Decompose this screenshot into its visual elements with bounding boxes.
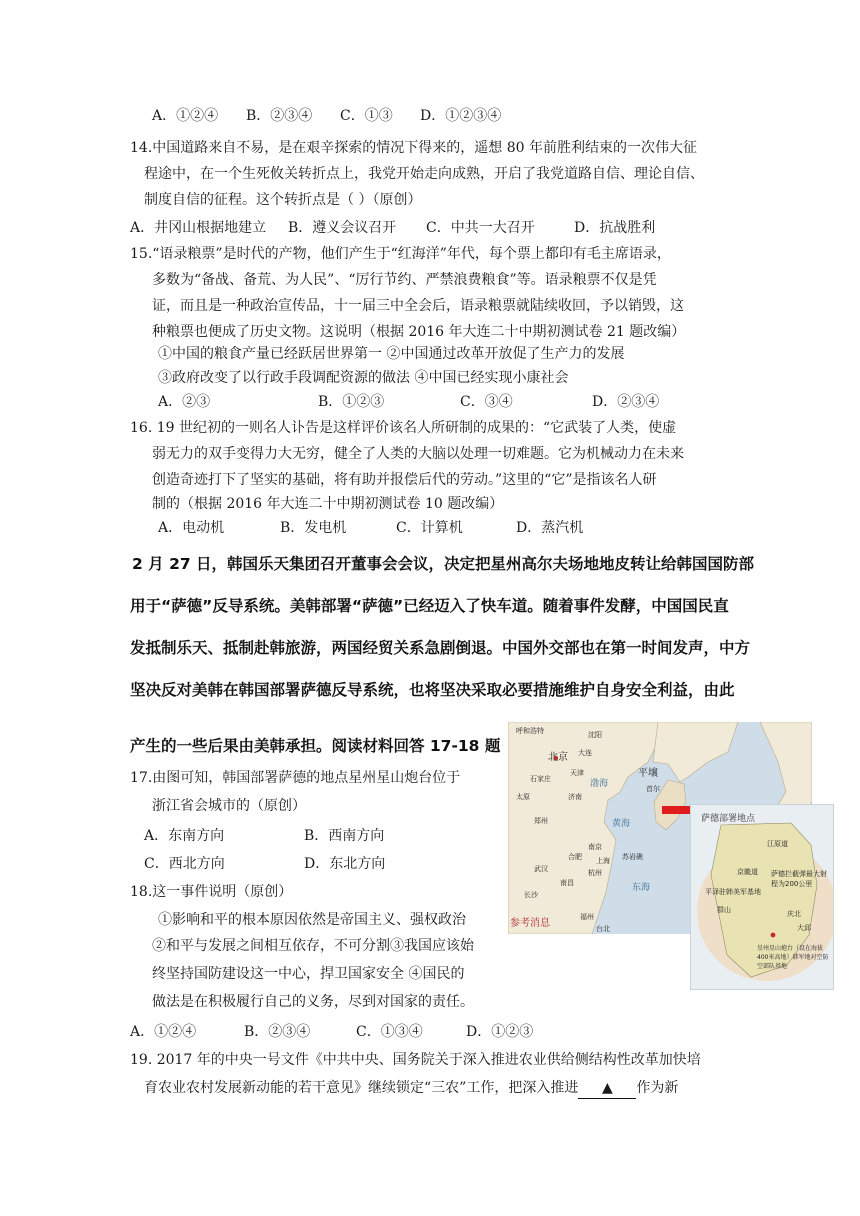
q17-stem-line: 浙江省会城市的（原创） xyxy=(152,798,306,814)
korea-thaad-map xyxy=(690,804,834,990)
map-label-shanghai: 上海 xyxy=(596,857,610,865)
map-label-nanjing: 南京 xyxy=(588,843,602,851)
q13-option-b: B．②③④ xyxy=(246,108,313,124)
q16-stem-line: 制的（根据 2016 年大连二十中期初测试卷 10 题改编） xyxy=(152,496,504,512)
q19-stem-line xyxy=(144,1078,678,1099)
q15-stem-line: 15.“语录粮票”是时代的产物，他们产生于“红海洋”年代，每个票上都印有毛主席语录， xyxy=(130,246,671,262)
map-label-bohai: 渤海 xyxy=(590,779,609,789)
map-label-zhengzhou: 郑州 xyxy=(534,817,548,825)
q13-option-d: D．①②③④ xyxy=(420,108,502,124)
q13-option-c: C．①③ xyxy=(340,108,393,124)
q18-option-a: A．①②④ xyxy=(130,1024,197,1040)
korea-label-gangwon: 江原道 xyxy=(767,840,788,848)
q15-option-b: B．①②③ xyxy=(318,394,385,410)
q13-option-a: A．①②④ xyxy=(152,108,219,124)
q15-stem-line: 种粮票也便成了历史文物。这说明（根据 2016 年大连二十中期初测试卷 21 题改编） xyxy=(152,324,686,340)
q14-option-c: C．中共一大召开 xyxy=(426,220,535,236)
q19-answer-blank: ▲ xyxy=(578,1078,636,1099)
korea-label-gunsan: 群山 xyxy=(717,906,731,914)
q18-stem-line: ①影响和平的根本原因依然是帝国主义、强权政治 xyxy=(158,912,466,928)
map-label-seoul: 首尔 xyxy=(646,785,660,793)
korea-label-thaad-range: 萨德拦截弹最大射程为200公里 xyxy=(771,870,827,888)
q17-stem-line: 17.由图可知，韩国部署萨德的地点星州星山炮台位于 xyxy=(130,770,461,786)
q18-option-b: B．②③④ xyxy=(244,1024,311,1040)
q14-option-d: D．抗战胜利 xyxy=(574,220,656,236)
q18-option-d: D．①②③ xyxy=(466,1024,534,1040)
map-label-suyan: 苏岩礁 xyxy=(622,853,643,861)
q16-stem-line: 16. 19 世纪初的一则名人讣告是这样评价该名人所研制的成果的：“它武装了人类，使虚 xyxy=(130,420,677,436)
material-line: 发抵制乐天、抵制赴韩旅游，两国经贸关系急剧倒退。中国外交部也在第一时间发声，中方 xyxy=(130,639,751,657)
korea-label-gyeonggi: 京畿道 xyxy=(737,868,758,876)
q15-stem-line: 多数为“备战、备荒、为人民”、“厉行节约、严禁浪费粮食”等。语录粮票不仅是凭 xyxy=(152,272,657,288)
map-label-hohhot: 呼和浩特 xyxy=(516,727,544,735)
map-label-shijiazhuang: 石家庄 xyxy=(530,775,551,783)
map-label-pyongyang: 平壤 xyxy=(638,768,658,779)
q17-option-c: C．西北方向 xyxy=(144,856,225,872)
q19-text-after-blank: 作为新 xyxy=(636,1080,679,1096)
q15-option-a: A．②③ xyxy=(158,394,211,410)
q16-option-b: B．发电机 xyxy=(280,520,347,536)
material-line: 产生的一些后果由美韩承担。阅读材料回答 17-18 题 xyxy=(130,737,501,755)
q16-option-d: D．蒸汽机 xyxy=(516,520,584,536)
korea-map-title: 萨德部署地点 xyxy=(701,814,756,824)
map-label-nanchang: 南昌 xyxy=(560,879,574,887)
material-line: 坚决反对美韩在韩国部署萨德反导系统，也将坚决采取必要措施维护自身安全利益，由此 xyxy=(130,681,735,699)
q15-option-c: C．③④ xyxy=(460,394,513,410)
map-label-taibei: 台北 xyxy=(596,925,610,933)
map-label-hangzhou: 杭州 xyxy=(588,869,602,877)
q17-option-b: B．西南方向 xyxy=(304,828,385,844)
q14-stem-line: 制度自信的征程。这个转折点是（ ）（原创） xyxy=(144,192,422,208)
q16-option-c: C．计算机 xyxy=(396,520,463,536)
map-label-taiyuan: 太原 xyxy=(516,793,530,801)
q19-text-before-blank: 育农业农村发展新动能的若干意见》继续锁定“三农”工作，把深入推进 xyxy=(144,1080,579,1096)
material-line: 用于“萨德”反导系统。美韩部署“萨德”已经迈入了快车道。随着事件发酵，中国国民直 xyxy=(130,597,729,615)
material-line: 2 月 27 日，韩国乐天集团召开董事会会议，决定把星州高尔夫场地地皮转让给韩国国防部 xyxy=(132,555,755,573)
q18-option-c: C．①③④ xyxy=(356,1024,423,1040)
q17-option-d: D．东北方向 xyxy=(304,856,386,872)
map-label-east-sea: 东海 xyxy=(632,883,651,893)
q16-option-a: A．电动机 xyxy=(158,520,225,536)
map-label-shenyang: 沈阳 xyxy=(588,731,602,739)
map-label-fuzhou: 福州 xyxy=(580,913,594,921)
q18-stem-line: 18.这一事件说明（原创） xyxy=(130,884,293,900)
map-label-tianjin: 天津 xyxy=(570,769,584,777)
q18-stem-line: 做法是在积极履行自己的义务，尽到对国家的责任。 xyxy=(152,994,474,1010)
map-label-dalian: 大连 xyxy=(578,749,592,757)
map-label-yellow-sea: 黄海 xyxy=(612,819,631,829)
q14-stem-line: 程途中，在一个生死攸关转折点上，我党开始走向成熟，开启了我党道路自信、理论自信、 xyxy=(144,166,704,182)
q17-option-a: A．东南方向 xyxy=(144,828,225,844)
map-label-wuhan: 武汉 xyxy=(534,865,548,873)
map-label-changsha: 长沙 xyxy=(524,891,538,899)
korea-label-seongju: 星州星山炮台（设在海拔400米高地）韩军地对空防空部队基地 xyxy=(757,945,829,970)
korea-label-daegu: 大邱 xyxy=(797,924,811,932)
q19-stem-line: 19. 2017 年的中央一号文件《中共中央、国务院关于深入推进农业供给侧结构性改革加快培 xyxy=(130,1052,701,1068)
map-label-beijing: 北京 xyxy=(548,752,568,763)
map-label-hefei: 合肥 xyxy=(568,853,582,861)
q16-stem-line: 弱无力的双手变得力大无穷，健全了人类的大脑以处理一切难题。它为机械动力在未来 xyxy=(152,446,684,462)
korea-label-pyeongtaek: 平泽驻韩美军基地 xyxy=(705,888,761,896)
q15-stem-line: 证，而且是一种政治宣传品，十一届三中全会后，语录粮票就陆续收回，予以销毁，这 xyxy=(152,298,684,314)
q15-option-d: D．②③④ xyxy=(592,394,660,410)
korea-label-gyeongbuk: 庆北 xyxy=(787,910,801,918)
q18-stem-line: 终坚持国防建设这一中心，捍卫国家安全 ④国民的 xyxy=(152,966,465,982)
map-label-jinan: 济南 xyxy=(568,793,582,801)
q16-stem-line: 创造奇迹打下了坚实的基础，将有助并报偿后代的劳动。”这里的“它”是指该名人研 xyxy=(152,472,657,488)
q18-stem-line: ②和平与发展之间相互依存，不可分割③我国应该始 xyxy=(152,938,474,954)
q15-statement: ③政府改变了以行政手段调配资源的做法 ④中国已经实现小康社会 xyxy=(158,370,569,386)
q14-option-b: B．遵义会议召开 xyxy=(288,220,397,236)
map-watermark: 参考消息 xyxy=(510,918,550,929)
q14-stem-line: 14.中国道路来自不易，是在艰辛探索的情况下得来的，遥想 80 年前胜利结束的一次伟大征 xyxy=(130,140,697,156)
q14-option-a: A．井冈山根据地建立 xyxy=(130,220,267,236)
q15-statement: ①中国的粮食产量已经跃居世界第一 ②中国通过改革开放促了生产力的发展 xyxy=(158,346,625,362)
